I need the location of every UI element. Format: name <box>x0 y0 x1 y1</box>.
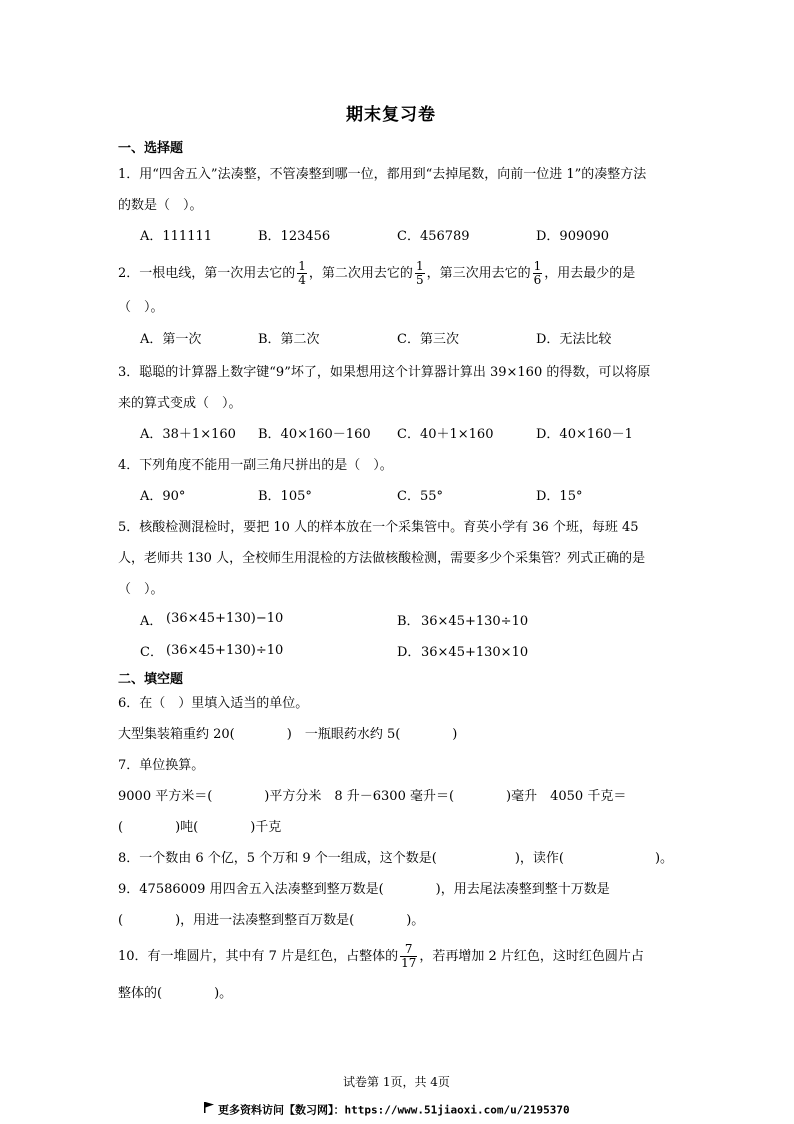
fraction-one-fourth <box>297 260 307 287</box>
question-3-option-b: B．40×160－160 <box>258 427 371 442</box>
question-2-option-d: D．无法比较 <box>536 332 612 347</box>
fraction-one-sixth <box>533 260 543 287</box>
question-7-line-1: 7．单位换算。 <box>118 758 205 773</box>
question-3-option-c: C．40＋1×160 <box>397 427 494 442</box>
question-1-option-a: A．111111 <box>140 229 213 244</box>
question-5-line-1: 5．核酸检测混检时，要把 10 人的样本放在一个采集管中。育英小学有 36 个班，每班 45 <box>118 520 639 535</box>
fraction-one-fifth <box>415 260 425 287</box>
fraction-numerator: 1 <box>533 259 542 273</box>
question-3-option-a: A．38＋1×160 <box>140 427 236 442</box>
fraction-numerator: 1 <box>298 259 306 273</box>
question-2-text-pre: 2．一根电线，第一次用去它的 <box>118 266 296 281</box>
question-2-text-post: ，用去最少的是 <box>544 266 636 281</box>
question-2-text-mid-2: ，第三次用去它的 <box>426 266 531 281</box>
question-5-option-d-label: D． <box>397 645 421 660</box>
question-4-option-b: B．105° <box>258 489 312 504</box>
question-2-option-b: B．第二次 <box>258 332 320 347</box>
question-5-option-a: (36×45+130)−10 <box>166 611 284 626</box>
question-2-text-mid-1: ，第二次用去它的 <box>308 266 413 281</box>
question-5-option-d: 36×45+130×10 <box>421 645 529 660</box>
question-10-line-1 <box>118 940 644 974</box>
question-1-option-d: D．909090 <box>536 229 610 244</box>
question-8-line-1: 8．一个数由 6 个亿，5 个万和 9 个一组成，这个数是( )，读作( )。 <box>118 851 674 866</box>
question-7-line-3: ( )吨( )千克 <box>118 820 282 835</box>
question-5-option-c-label: C． <box>140 645 163 660</box>
question-4-line-1: 4．下列角度不能用一副三角尺拼出的是（ ）。 <box>118 458 393 473</box>
question-2-option-c: C．第三次 <box>397 332 459 347</box>
question-4-option-c: C．55° <box>397 489 443 504</box>
question-5-option-b: 36×45+130÷10 <box>421 614 529 629</box>
flag-icon <box>204 1101 214 1119</box>
fraction-seven-seventeenths <box>400 943 417 970</box>
question-3-line-2: 来的算式变成（ ）。 <box>118 396 242 411</box>
question-10-text-pre: 10．有一堆圆片，其中有 7 片是红色，占整体的 <box>118 949 399 964</box>
question-9-line-2: ( )，用进一法凑整到整百万数是( )。 <box>118 913 425 928</box>
question-1-line-2: 的数是（ ）。 <box>118 198 203 213</box>
footer-link-text[interactable]: 更多资料访问【数习网】：https://www.51jiaoxi.com/u/2195370 <box>218 1103 570 1117</box>
fraction-denominator: 5 <box>415 273 424 287</box>
question-3-option-d: D．40×160－1 <box>536 427 633 442</box>
question-10-text-post: ，若再增加 2 片红色，这时红色圆片占 <box>419 949 644 964</box>
footer-link-row[interactable] <box>204 1101 570 1120</box>
question-5-line-2: 人，老师共 130 人，全校师生用混检的方法做核酸检测，需要多少个采集管？列式正确的是 <box>118 551 646 566</box>
fraction-numerator: 1 <box>415 259 424 273</box>
section-heading-fill-blank: 二、填空题 <box>118 672 184 687</box>
question-4-option-a: A．90° <box>140 489 186 504</box>
question-1-option-c: C．456789 <box>397 229 470 244</box>
question-1-line-1: 1．用“四舍五入”法凑整，不管凑整到哪一位，都用到“去掉尾数，向前一位进 1”的凑整方法 <box>118 167 647 182</box>
question-5-option-c: (36×45+130)÷10 <box>166 643 284 658</box>
question-6-line-1: 6．在（ ）里填入适当的单位。 <box>118 696 309 711</box>
question-2-option-a: A．第一次 <box>140 332 202 347</box>
question-6-line-2: 大型集装箱重约 20( ) 一瓶眼药水约 5( ) <box>118 727 458 742</box>
question-2-line-1 <box>118 257 635 291</box>
question-4-option-d: D．15° <box>536 489 583 504</box>
page-number: 试卷第 1页，共 4页 <box>343 1075 450 1089</box>
question-10-line-2: 整体的( )。 <box>118 986 233 1001</box>
fraction-numerator: 7 <box>400 943 417 957</box>
question-1-option-b: B．123456 <box>258 229 331 244</box>
question-5-option-a-label: A． <box>140 614 163 629</box>
question-2-line-2: （ ）。 <box>118 300 164 315</box>
fraction-denominator: 4 <box>298 273 306 287</box>
question-5-line-3: （ ）。 <box>118 582 164 597</box>
question-5-option-b-label: B． <box>397 614 420 629</box>
question-3-line-1: 3．聪聪的计算器上数字键“9”坏了，如果想用这个计算器计算出 39×160 的得数，可以将原 <box>118 365 651 380</box>
section-heading-choice: 一、选择题 <box>118 141 184 156</box>
page-title: 期末复习卷 <box>346 105 436 125</box>
fraction-denominator: 17 <box>401 956 417 970</box>
question-9-line-1: 9．47586009 用四舍五入法凑整到整万数是( )，用去尾法凑整到整十万数是 <box>118 882 610 897</box>
fraction-denominator: 6 <box>533 273 542 287</box>
question-7-line-2: 9000 平方米＝( )平方分米 8 升－6300 毫升＝( )毫升 4050 千克＝ <box>118 789 627 804</box>
